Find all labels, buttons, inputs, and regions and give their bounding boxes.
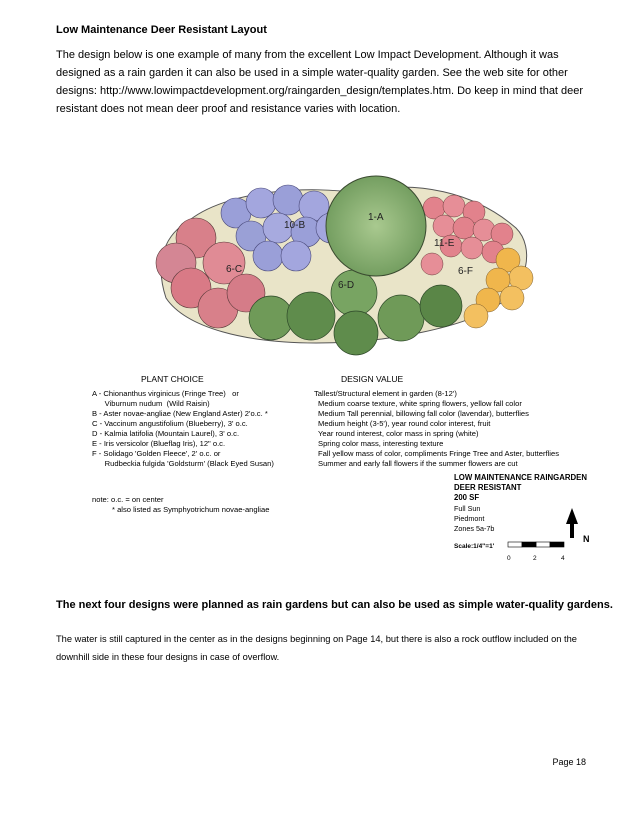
plant-value: Medium height (3-5'), year round color interest, fruit — [318, 419, 491, 428]
page-number: Page 18 — [552, 757, 586, 767]
plant-value: Fall yellow mass of color, compliments Fringe Tree and Aster, butterflies — [318, 449, 559, 458]
scale-tick-2: 2 — [533, 555, 537, 562]
north-arrow-icon — [566, 508, 578, 538]
title-block-detail-2: Piedmont — [454, 514, 485, 523]
zone-label-10b: 10-B — [284, 220, 306, 231]
zone-label-11e: 11-E — [434, 238, 455, 249]
note-line-2: * also listed as Symphyotrichum novae-angliae — [112, 505, 270, 514]
scale-tick-4: 4 — [561, 555, 565, 562]
garden-layout-figure — [56, 168, 596, 578]
north-label: N — [583, 534, 590, 544]
zone-label-1a: 1-A — [368, 212, 384, 223]
plant-value: Spring color mass, interesting texture — [318, 439, 444, 448]
garden-plan-drawing — [56, 168, 596, 578]
title-block-line-2: DEER RESISTANT — [454, 483, 522, 492]
plant-choice: Rudbeckia fulgida 'Goldsturm' (Black Eyed Susan) — [92, 459, 274, 468]
section-heading: The next four designs were planned as rain gardens but can also be used as simple water-quality gardens. — [56, 599, 613, 611]
plant-choice: F - Solidago 'Golden Fleece', 2' o.c. or — [92, 449, 221, 458]
scale-tick-0: 0 — [507, 555, 511, 562]
intro-paragraph: The design below is one example of many from the excellent Low Impact Development. Although it was designed as a rain garden it can also be used in a simple water-quality garden. See the web site for other designs: http://www.lowimpactdevelopment.org/raingarden_design/templates.htm. Do keep in mind that deer resistant does not mean deer proof and resistance varies with location. — [56, 49, 584, 115]
plant-choice: E - Iris versicolor (Blueflag Iris), 12" o.c. — [92, 439, 226, 448]
plant-value: Tallest/Structural element in garden (8-12') — [314, 389, 457, 398]
plant-value: Summer and early fall flowers if the summer flowers are cut — [318, 459, 518, 468]
title-block-detail-1: Full Sun — [454, 504, 481, 513]
title-block-line-1: LOW MAINTENANCE RAINGARDEN — [454, 473, 587, 482]
plant-value: Year round interest, color mass in spring (white) — [318, 429, 479, 438]
scale-bar — [508, 542, 564, 547]
document-title: Low Maintenance Deer Resistant Layout — [56, 24, 267, 36]
plant-choice: A - Chionanthus virginicus (Fringe Tree) or — [92, 389, 239, 398]
design-value-header: DESIGN VALUE — [341, 374, 404, 384]
fringe-tree-canopy — [326, 176, 426, 276]
plant-choice: B - Aster novae-angliae (New England Aster) 2'o.c. * — [92, 409, 268, 418]
title-block-detail-3: Zones 5a-7b — [454, 524, 495, 533]
plant-choice: D - Kalmia latifolia (Mountain Laurel), 3' o.c. — [92, 429, 240, 438]
zone-label-6f: 6-F — [458, 266, 473, 277]
title-block-line-3: 200 SF — [454, 493, 480, 502]
note-line-1: note: o.c. = on center — [92, 495, 164, 504]
plant-value: Medium Tall perennial, billowing fall color (lavendar), butterflies — [318, 409, 529, 418]
plant-choice: Viburnum nudum (Wild Raisin) — [92, 399, 210, 408]
scale-label: Scale:1/4"=1' — [454, 543, 495, 550]
plant-value: Medium coarse texture, white spring flowers, yellow fall color — [318, 399, 522, 408]
zone-label-6d: 6-D — [338, 280, 355, 291]
plant-table — [92, 389, 559, 468]
zone-label-6c: 6-C — [226, 264, 243, 275]
section-body: The water is still captured in the center as in the designs beginning on Page 14, but there is also a rock outflow included on the downhill side in these four designs in case of overflow. — [56, 634, 577, 662]
plant-choice: C - Vaccinum angustifolium (Blueberry), 3' o.c. — [92, 419, 248, 428]
plant-choice-header: PLANT CHOICE — [141, 374, 204, 384]
